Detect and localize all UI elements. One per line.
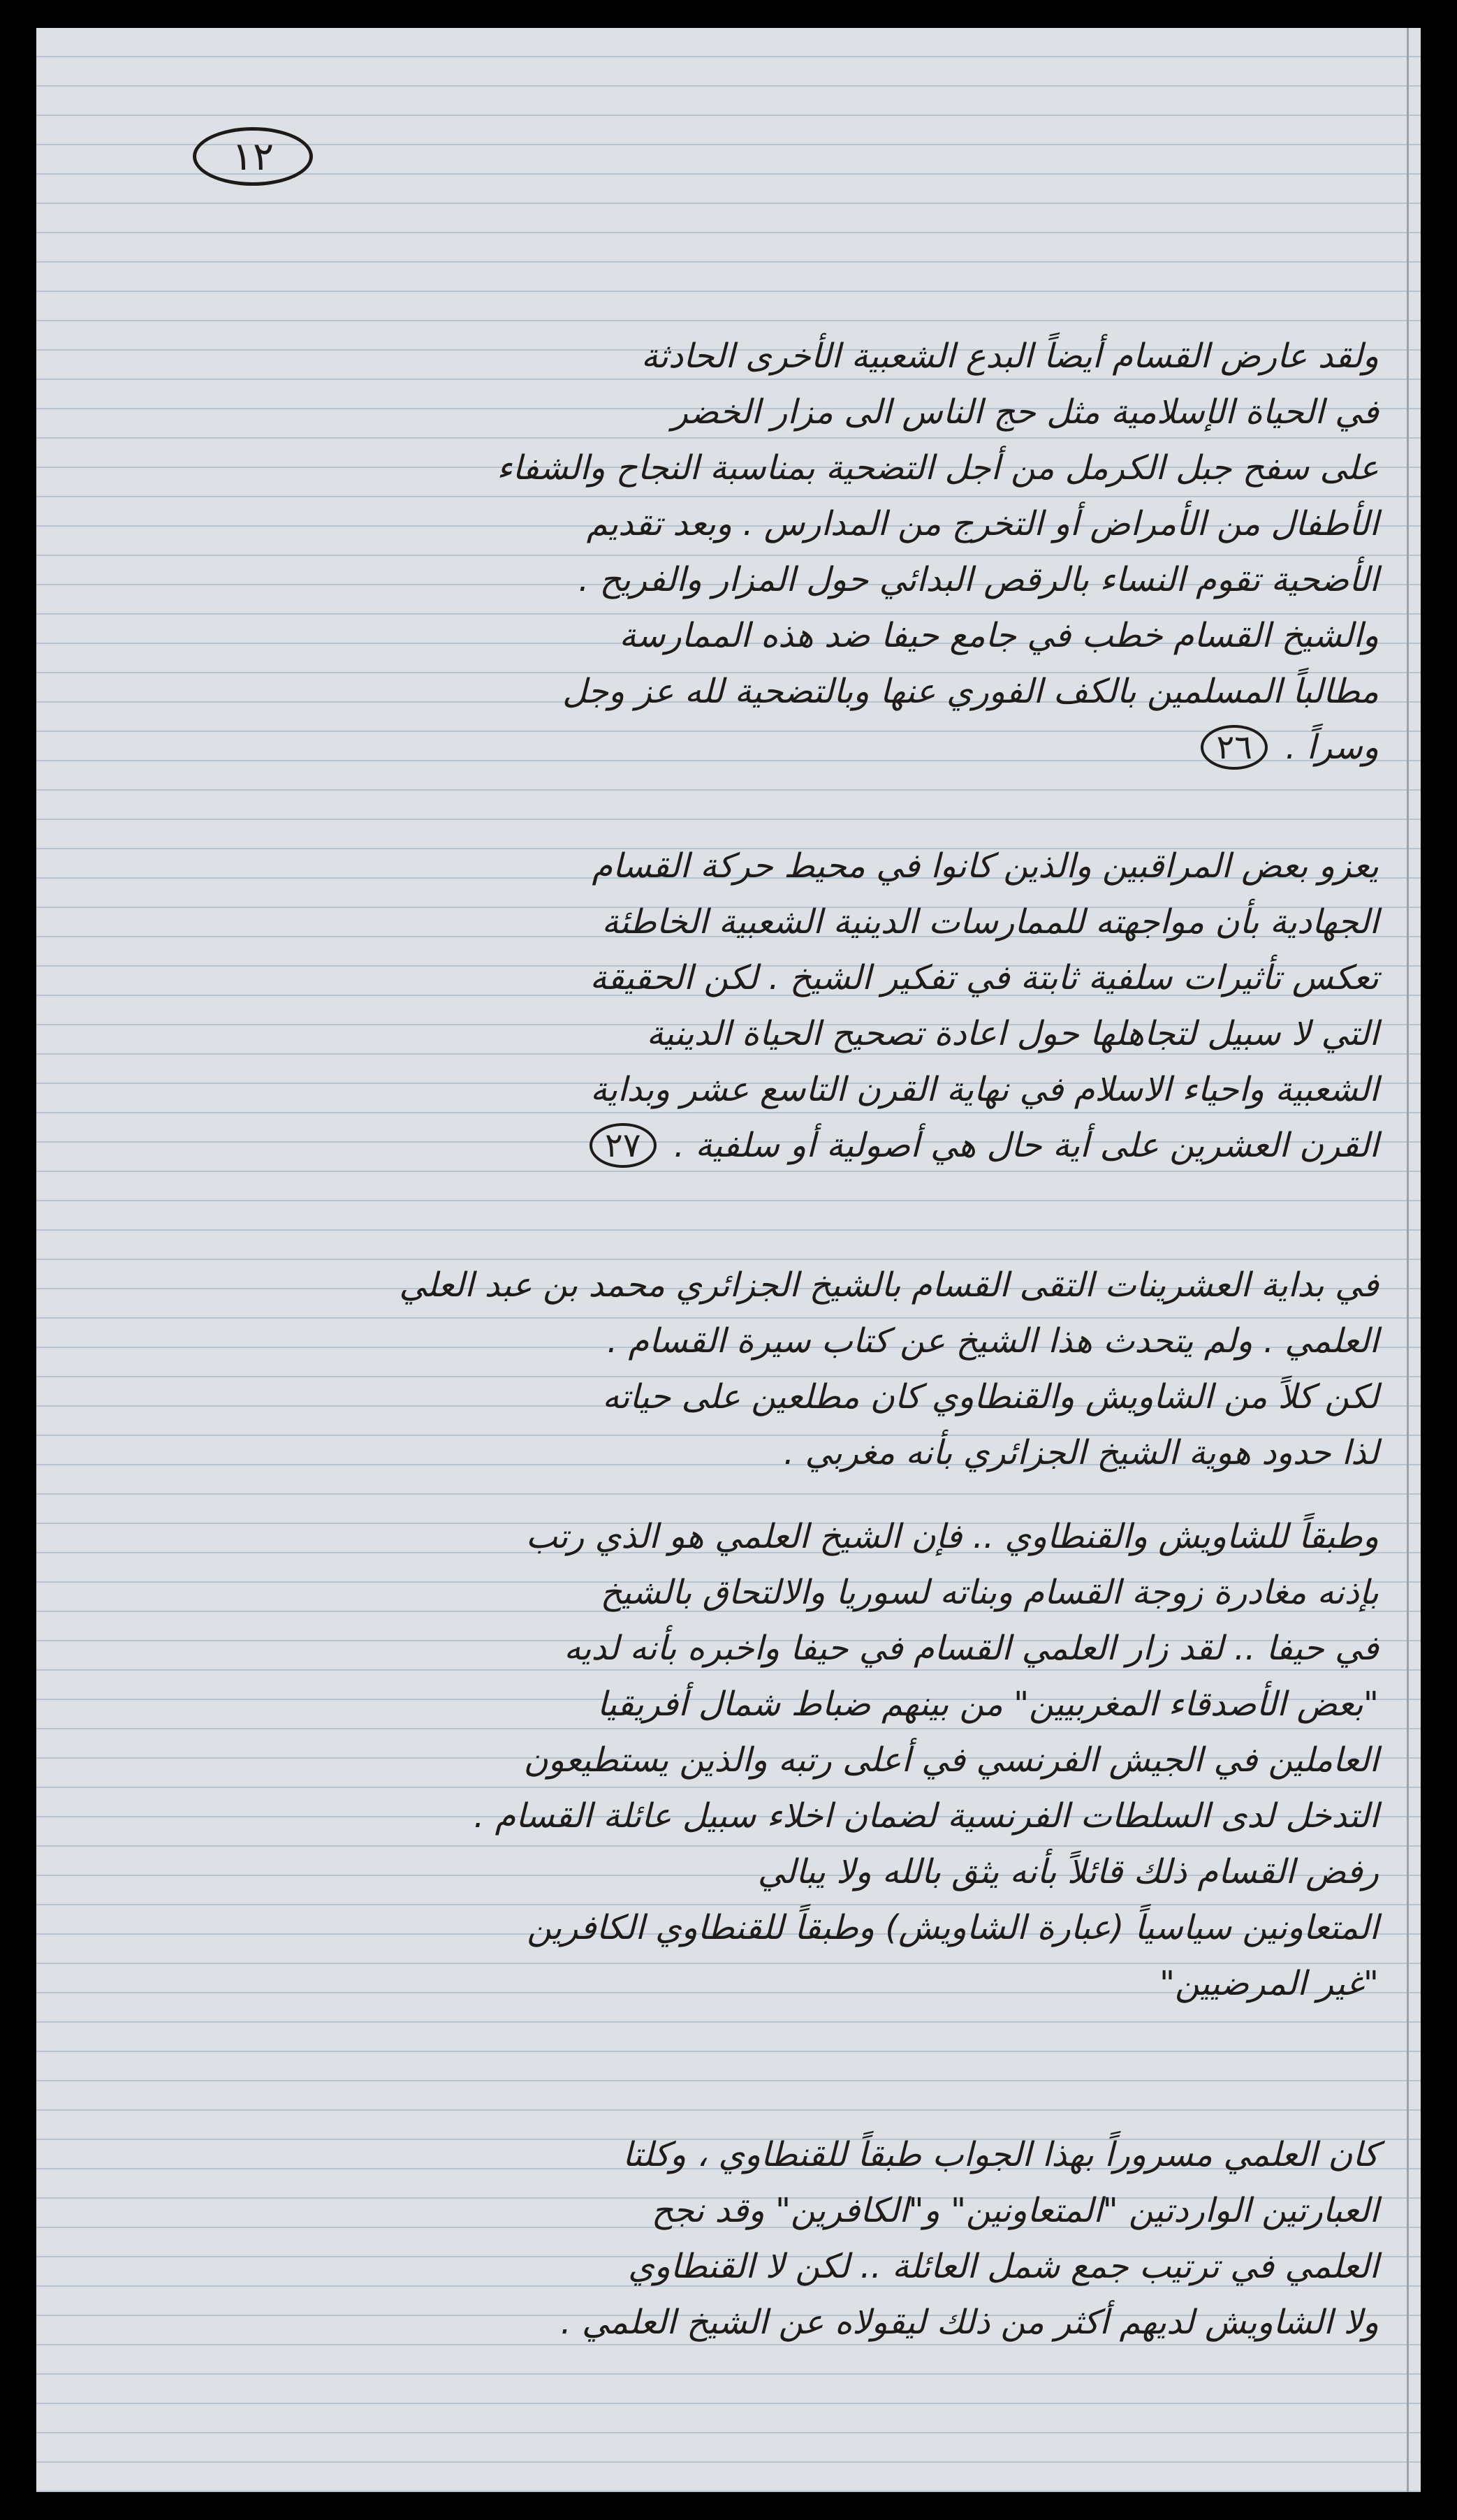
paragraph-1 (497, 328, 1379, 775)
text-line: كان العلمي مسروراً بهذا الجواب طبقاً للقنطاوي ، وكلتا (622, 2135, 1379, 2174)
paragraph-3 (399, 1257, 1379, 1481)
text-line (497, 719, 1379, 775)
text-line: الأطفال من الأمراض أو التخرج من المدارس . وبعد تقديم (586, 504, 1379, 543)
text-line: المتعاونين سياسياً (عبارة الشاويش) وطبقاً للقنطاوي الكافرين (527, 1908, 1379, 1947)
text-line: بإذنه مغادرة زوجة القسام وبناته لسوريا والالتحاق بالشيخ (600, 1573, 1379, 1612)
text-line: التدخل لدى السلطات الفرنسية لضمان اخلاء سبيل عائلة القسام . (474, 1796, 1379, 1836)
text-line: على سفح جبل الكرمل من أجل التضحية بمناسبة النجاح والشفاء (497, 448, 1379, 488)
text-line: الشعبية واحياء الاسلام في نهاية القرن التاسع عشر وبداية (590, 1070, 1379, 1109)
text-line: الجهادية بأن مواجهته للممارسات الدينية الشعبية الخاطئة (601, 902, 1379, 942)
notebook-page (36, 28, 1421, 2492)
footnote-reference: ٢٦ (1201, 725, 1268, 770)
text-line: في حيفا .. لقد زار العلمي القسام في حيفا واخبره بأنه لديه (564, 1629, 1379, 1668)
text-line: التي لا سبيل لتجاهلها حول اعادة تصحيح الحياة الدينية (646, 1014, 1379, 1053)
text-line (583, 1118, 1379, 1173)
text-line: العبارتين الواردتين "المتعاونين" و"الكافرين" وقد نجح (651, 2191, 1379, 2230)
text-line: وطبقاً للشاويش والقنطاوي .. فإن الشيخ العلمي هو الذي رتب (525, 1517, 1379, 1556)
text-fragment: وسراً . (1285, 728, 1379, 767)
text-line: في الحياة الإسلامية مثل حج الناس الى مزار الخضر (671, 393, 1379, 432)
text-line: مطالباً المسلمين بالكف الفوري عنها وبالتضحية لله عز وجل (562, 672, 1379, 711)
footnote-reference: ٢٧ (590, 1123, 657, 1168)
text-line: العاملين في الجيش الفرنسي في أعلى رتبه والذين يستطيعون (523, 1741, 1379, 1780)
text-line: الأضحية تقوم النساء بالرقص البدائي حول المزار والفريح . (578, 560, 1379, 599)
text-line: والشيخ القسام خطب في جامع حيفا ضد هذه الممارسة (619, 616, 1379, 655)
paragraph-4 (474, 1509, 1379, 2012)
text-line: رفض القسام ذلك قائلاً بأنه يثق بالله ولا يبالي (757, 1852, 1379, 1891)
text-line: "بعض الأصدقاء المغربيين" من بينهم ضباط شمال أفريقيا (596, 1685, 1379, 1724)
paragraph-5 (560, 2127, 1379, 2350)
text-line: ولا الشاويش لديهم أكثر من ذلك ليقولاه عن الشيخ العلمي . (560, 2303, 1379, 2342)
text-fragment: القرن العشرين على أية حال هي أصولية أو سلفية . (673, 1126, 1379, 1165)
text-line: "غير المرضيين" (1159, 1964, 1379, 2003)
text-line: العلمي . ولم يتحدث هذا الشيخ عن كتاب سيرة القسام . (607, 1321, 1379, 1361)
text-line: لذا حدود هوية الشيخ الجزائري بأنه مغربي . (783, 1433, 1379, 1472)
margin-line (1407, 28, 1409, 2492)
page-number: ١٢ (231, 133, 274, 180)
text-line: تعكس تأثيرات سلفية ثابتة في تفكير الشيخ . لكن الحقيقة (590, 958, 1379, 997)
paragraph-2 (583, 838, 1379, 1173)
text-line: ولقد عارض القسام أيضاً البدع الشعبية الأخرى الحادثة (640, 337, 1379, 376)
text-line: في بداية العشرينات التقى القسام بالشيخ الجزائري محمد بن عبد العلي (399, 1266, 1379, 1305)
text-line: العلمي في ترتيب جمع شمل العائلة .. لكن لا القنطاوي (628, 2247, 1379, 2286)
text-line: لكن كلاً من الشاويش والقنطاوي كان مطلعين على حياته (602, 1377, 1379, 1416)
page-number-circle (193, 127, 313, 186)
text-line: يعزو بعض المراقبين والذين كانوا في محيط حركة القسام (592, 847, 1379, 886)
